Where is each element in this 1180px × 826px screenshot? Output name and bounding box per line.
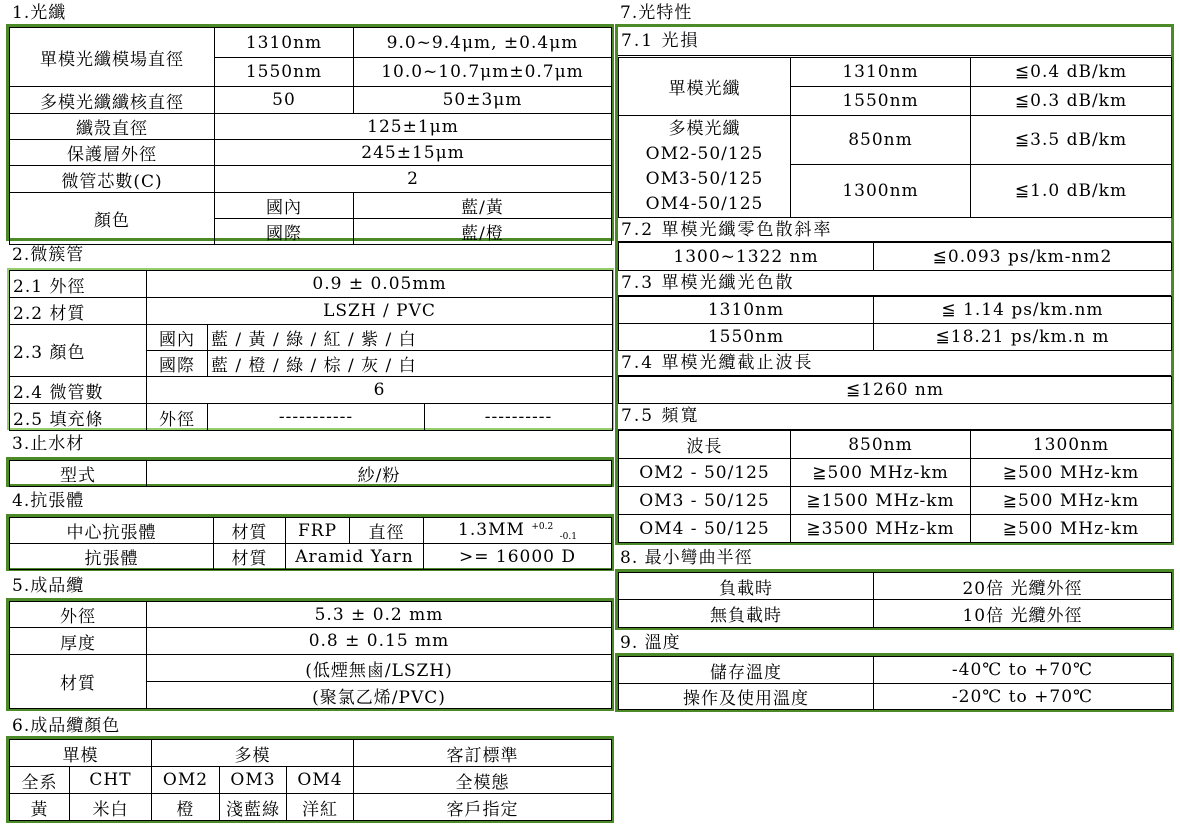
fiber-color-val-domestic: 藍/黃 [354,193,612,219]
central-diameter-value: 1.3MM [458,519,525,540]
bandwidth-title: 7.5 頻寬 [618,403,1171,430]
cable-table [9,601,612,709]
color-head-singlemode: 單模 [10,740,152,767]
cd-wl-1550: 1550nm [619,324,874,351]
color-type-cht: CHT [70,767,152,794]
coat-label: 保護層外徑 [10,140,215,166]
fiber-count-value: 2 [215,166,612,193]
temp-operating-label: 操作及使用溫度 [619,684,874,710]
dispersion-slope-table [618,242,1172,271]
dispersion-slope-wl: 1300~1322 nm [619,243,874,271]
color-type-all: 全系 [10,767,70,794]
cable-material-pvc: (聚氯乙烯/PVC) [147,682,612,709]
sm-mfd-wl-1310: 1310nm [215,28,354,58]
tube-color-val-domestic: 藍 / 黃 / 綠 / 紅 / 紫 / 白 [208,325,613,351]
tube-color-key-domestic: 國內 [147,325,208,351]
cable-thickness-value: 0.8 ± 0.15 mm [147,628,612,655]
temp-storage-label: 儲存溫度 [619,657,874,684]
strength-value: >= 16000 D [424,544,612,570]
color-val-all: 黃 [10,794,70,821]
tube-od-value: 0.9 ± 0.05mm [147,271,613,298]
tube-material-value: LSZH / PVC [147,298,613,325]
water-block-type-value: 紗/粉 [147,461,612,487]
tube-count-label: 2.4 微管數 [10,377,147,404]
bend-loaded-value: 20倍 光纜外徑 [874,573,1172,600]
clad-label: 纖殼直徑 [10,114,215,140]
bend-unloaded-value: 10倍 光纜外徑 [874,600,1172,628]
sm-mfd-val-1550: 10.0~10.7μm±0.7μm [354,58,612,87]
cable-color-table [9,739,612,821]
loss-sm-wl-1310: 1310nm [791,58,971,87]
tube-count-value: 6 [147,377,613,404]
cutoff-table [618,376,1172,404]
color-type-custom: 全模態 [354,767,612,794]
central-material-value: FRP [286,518,350,544]
water-block-type-label: 型式 [10,461,147,487]
fiber-color-key-intl: 國際 [215,219,354,245]
fiber-color-val-intl: 藍/橙 [354,219,612,245]
section-title-strength-member: 4.抗張體 [12,491,85,511]
central-material-label: 材質 [214,518,286,544]
bw-om4-850: ≧3500 MHz-km [791,515,971,543]
fiber-color-key-domestic: 國內 [215,193,354,219]
loss-table [618,57,1172,218]
bw-om2-label: OM2 - 50/125 [619,459,791,487]
section-title-finished-cable: 5.成品纜 [12,576,85,596]
color-type-om2: OM2 [152,767,220,794]
central-diameter-label: 直徑 [350,518,424,544]
filler-sub-label: 外徑 [147,404,208,431]
loss-mm-val-1300: ≦1.0 dB/km [971,165,1172,218]
fiber-count-label: 微管芯數(C) [10,166,215,193]
loss-mm-label-cell [619,116,791,218]
filler-label: 2.5 填充條 [10,404,147,431]
cutoff-value: ≦1260 nm [619,377,1172,404]
section-title-optical: 7.光特性 [620,3,693,23]
cutoff-title: 7.4 單模光纜截止波長 [618,350,1171,376]
dispersion-slope-value: ≦0.093 ps/km-nm2 [874,243,1172,271]
tube-color-val-intl: 藍 / 橙 / 綠 / 棕 / 灰 / 白 [208,351,613,377]
bend-radius-table [618,572,1172,628]
sm-mfd-label: 單模光纖模場直徑 [10,28,215,87]
color-val-om2: 橙 [152,794,220,821]
color-head-custom: 客訂標準 [354,740,612,767]
loss-sm-val-1310: ≦0.4 dB/km [971,58,1172,87]
bw-om2-850: ≧500 MHz-km [791,459,971,487]
section-title-water-block: 3.止水材 [12,434,85,454]
mm-core-b: 50±3μm [354,87,612,114]
sm-mfd-wl-1550: 1550nm [215,58,354,87]
water-block-table [9,460,612,487]
cd-wl-1310: 1310nm [619,297,874,324]
cable-material-lszh: (低煙無鹵/LSZH) [147,655,612,682]
loss-mm-om4: OM4-50/125 [645,193,764,214]
cd-val-1550: ≦18.21 ps/km.n m [874,324,1172,351]
temp-operating-value: -20℃ to +70℃ [874,684,1172,710]
section-title-microtube: 2.微簇管 [12,245,85,265]
color-val-om4: 洋紅 [287,794,354,821]
cd-val-1310: ≦ 1.14 ps/km.nm [874,297,1172,324]
section-title-bend-radius: 8. 最小彎曲半徑 [620,548,753,568]
fiber-table [9,27,612,245]
temp-storage-value: -40℃ to +70℃ [874,657,1172,684]
cable-thickness-label: 厚度 [10,628,147,655]
color-val-om3: 淺藍綠 [220,794,287,821]
bandwidth-table [618,430,1172,543]
loss-title: 7.1 光損 [618,29,1171,56]
sm-mfd-val-1310: 9.0~9.4μm, ±0.4μm [354,28,612,58]
mm-core-label: 多模光纖纖核直徑 [10,87,215,114]
bend-loaded-label: 負載時 [619,573,874,600]
cable-od-value: 5.3 ± 0.2 mm [147,602,612,628]
diameter-tolerance-minus: -0.1 [559,531,577,542]
section-title-temperature: 9. 溫度 [620,633,681,653]
tube-material-label: 2.2 材質 [10,298,147,325]
strength-table [9,517,612,570]
strength-member-label: 抗張體 [10,544,214,570]
loss-sm-wl-1550: 1550nm [791,87,971,116]
coat-value: 245±15μm [215,140,612,166]
bw-head-1300: 1300nm [971,431,1172,459]
loss-mm-val-850: ≦3.5 dB/km [971,116,1172,165]
strength-material-label: 材質 [214,544,286,570]
tube-color-key-intl: 國際 [147,351,208,377]
loss-mm-om3: OM3-50/125 [645,168,764,189]
cable-material-label: 材質 [10,655,147,709]
bw-om3-1300: ≧500 MHz-km [971,487,1172,515]
microtube-table [9,270,613,431]
filler-value-a: ----------- [208,404,425,431]
color-type-om4: OM4 [287,767,354,794]
section-title-fiber: 1.光纖 [12,3,67,23]
loss-sm-label: 單模光纖 [619,58,791,116]
loss-mm-label: 多模光纖 [668,118,741,139]
clad-value: 125±1μm [215,114,612,140]
chromatic-dispersion-title: 7.3 單模光纖光色散 [618,270,1171,296]
central-member-label: 中心抗張體 [10,518,214,544]
bw-head-850: 850nm [791,431,971,459]
color-val-cht: 米白 [70,794,152,821]
cable-od-label: 外徑 [10,602,147,628]
temperature-table [618,656,1172,710]
bw-om3-label: OM3 - 50/125 [619,487,791,515]
loss-mm-wl-850: 850nm [791,116,971,165]
loss-sm-val-1550: ≦0.3 dB/km [971,87,1172,116]
tube-color-label: 2.3 顏色 [10,325,147,377]
mm-core-a: 50 [215,87,354,114]
bw-om3-850: ≧1500 MHz-km [791,487,971,515]
section-title-cable-color: 6.成品纜顏色 [12,716,121,736]
bw-om4-1300: ≧500 MHz-km [971,515,1172,543]
diameter-tolerance-plus: +0.2 [531,521,554,532]
filler-value-b: ---------- [425,404,613,431]
strength-material-value: Aramid Yarn [286,544,424,570]
loss-mm-wl-1300: 1300nm [791,165,971,218]
tube-od-label: 2.1 外徑 [10,271,147,298]
bw-om4-label: OM4 - 50/125 [619,515,791,543]
central-diameter-cell [424,518,612,544]
color-head-multimode: 多模 [152,740,354,767]
bend-unloaded-label: 無負載時 [619,600,874,628]
bw-head-wavelength: 波長 [619,431,791,459]
fiber-color-label: 顏色 [10,193,215,245]
dispersion-slope-title: 7.2 單模光纖零色散斜率 [618,217,1171,242]
loss-mm-om2: OM2-50/125 [645,143,764,164]
bw-om2-1300: ≧500 MHz-km [971,459,1172,487]
chromatic-dispersion-table [618,296,1172,351]
color-val-custom: 客戶指定 [354,794,612,821]
color-type-om3: OM3 [220,767,287,794]
